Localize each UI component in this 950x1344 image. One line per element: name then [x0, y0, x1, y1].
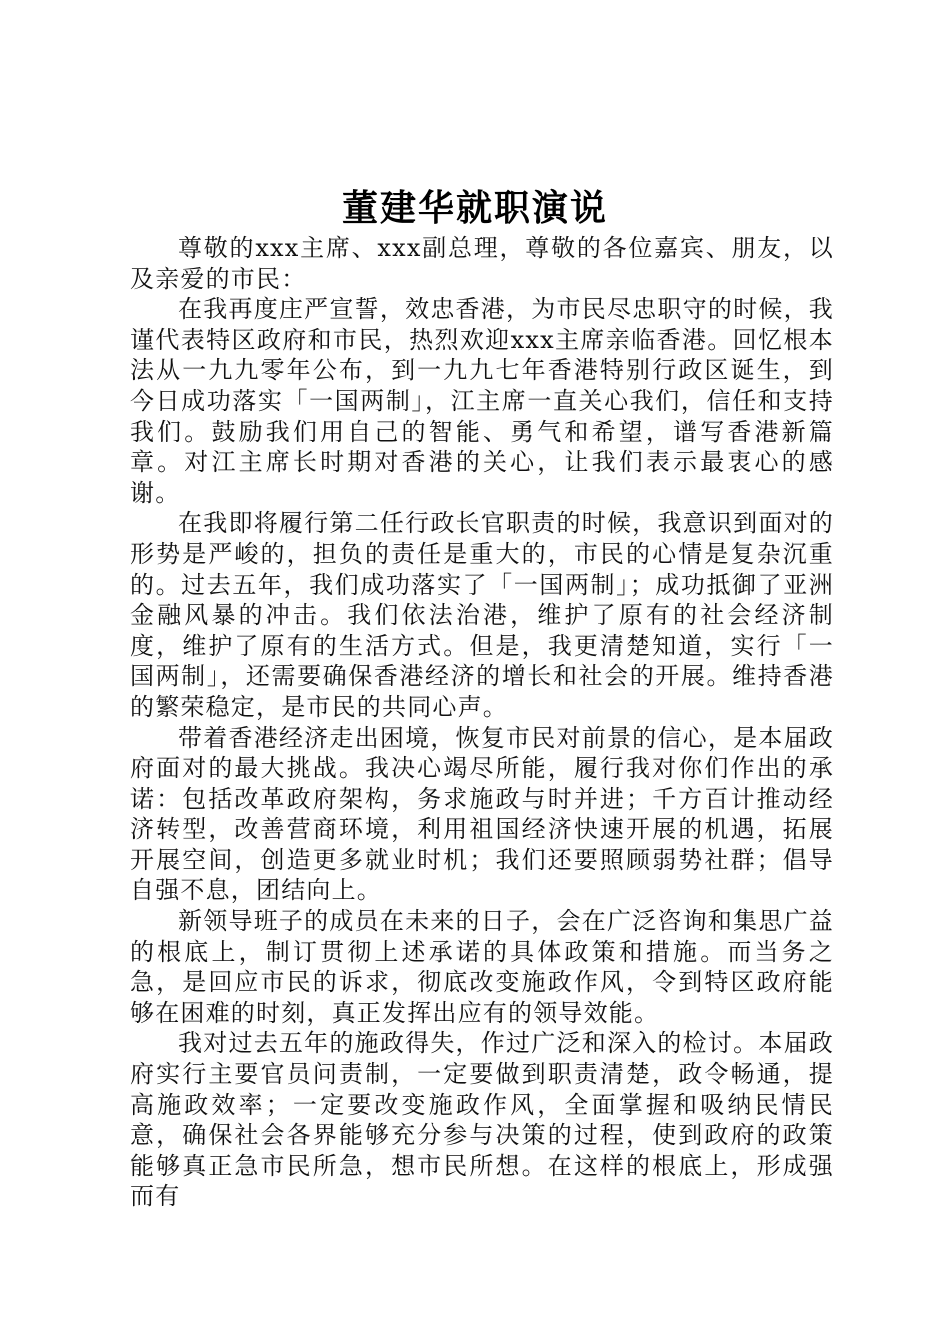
paragraph-challenge: 带着香港经济走出困境，恢复市民对前景的信心，是本届政府面对的最大挑战。我决心竭尽所能，履行我对你们作出的承诺：包括改革政府架构，务求施政与时并进；千方百计推动经济转型，改善营商环境，利用祖国经济快速开展的机遇，拓展开展空间，创造更多就业时机；我们还要照顾弱势社群；倡导自强不息，团结向上。 [130, 723, 834, 905]
paragraph-situation: 在我即将履行第二任行政长官职责的时候，我意识到面对的形势是严峻的，担负的责任是重大的，市民的心情是复杂沉重的。过去五年，我们成功落实了「一国两制」；成功抵御了亚洲金融风暴的冲击。我们依法治港，维护了原有的社会经济制度，维护了原有的生活方式。但是，我更清楚知道，实行「一国两制」，还需要确保香港经济的增长和社会的开展。维持香港的繁荣稳定，是市民的共同心声。 [130, 509, 834, 721]
paragraph-leadership: 新领导班子的成员在未来的日子，会在广泛咨询和集思广益的根底上，制订贯彻上述承诺的具体政策和措施。而当务之急，是回应市民的诉求，彻底改变施政作风，令到特区政府能够在困难的时刻，真正发挥出应有的领导效能。 [130, 907, 834, 1027]
document-body [130, 233, 834, 1212]
document-title: 董建华就职演说 [341, 187, 608, 229]
paragraph-review: 我对过去五年的施政得失，作过广泛和深入的检讨。本届政府实行主要官员问责制，一定要做到职责清楚，政令畅通，提高施政效率；一定要改变施政作风，全面掌握和吸纳民情民意，确保社会各界能够充分参与决策的过程，使到政府的政策能够真正急市民所急，想市民所想。在这样的根底上，形成强而有 [130, 1029, 834, 1211]
paragraph-welcome: 在我再度庄严宣誓，效忠香港，为市民尽忠职守的时候，我谨代表特区政府和市民，热烈欢迎xxx主席亲临香港。回忆根本法从一九九零年公布，到一九九七年香港特别行政区诞生，到今日成功落实「一国两制」，江主席一直关心我们，信任和支持我们。鼓励我们用自己的智能、勇气和希望，谱写香港新篇章。对江主席长时期对香港的关心，让我们表示最衷心的感谢。 [130, 295, 834, 507]
paragraph-salutation: 尊敬的xxx主席、xxx副总理，尊敬的各位嘉宾、朋友，以及亲爱的市民： [130, 234, 834, 293]
